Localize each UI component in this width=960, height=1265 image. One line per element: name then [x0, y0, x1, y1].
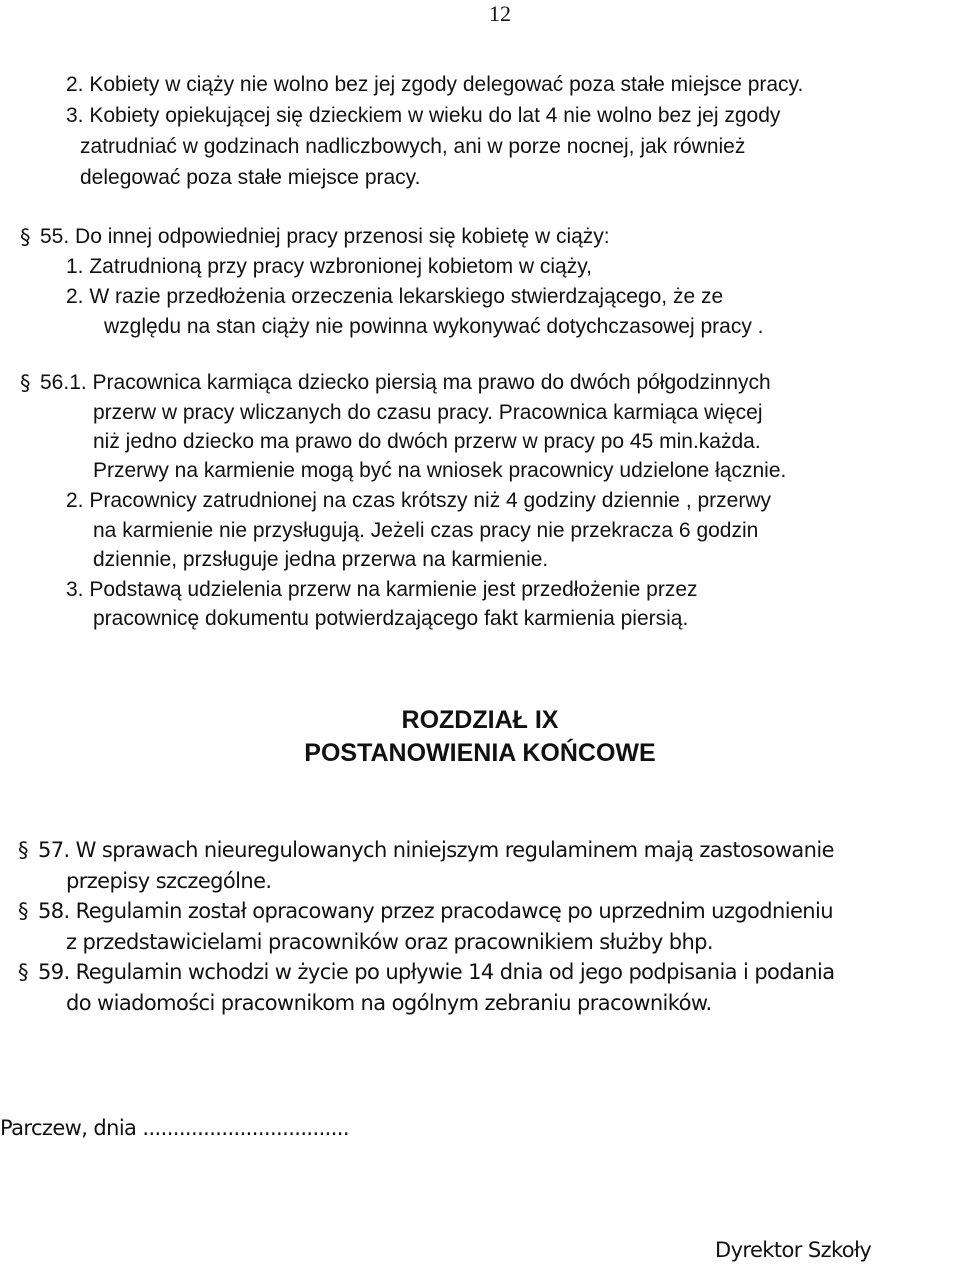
signature-director: Dyrektor Szkoły — [715, 1238, 872, 1262]
article-58-line-1: 58. Regulamin został opracowany przez pracodawcę po uprzednim uzgodnieniu — [38, 899, 833, 923]
article-56-line-2: przerw w pracy wliczanych do czasu pracy. Pracownica karmiąca więcej — [93, 401, 763, 424]
article-56-line-3: niż jedno dziecko ma prawo do dwóch przerw w pracy po 45 min.każda. — [93, 430, 761, 453]
section-symbol-55: § — [20, 225, 31, 249]
section-symbol-58: § — [18, 899, 28, 923]
article-56-item-2-line-3: dziennie, przsługuje jedna przerwa na karmienie. — [93, 548, 549, 571]
article-59-line-2: do wiadomości pracownikom na ogólnym zebraniu pracowników. — [66, 991, 712, 1015]
article-54-item-3-line-2: zatrudniać w godzinach nadliczbowych, ani w porze nocnej, jak również — [80, 135, 746, 158]
article-54-item-2: 2. Kobiety w ciąży nie wolno bez jej zgody delegować poza stałe miejsce pracy. — [66, 73, 804, 96]
place-and-date: Parczew, dnia .................................. — [0, 1116, 349, 1140]
article-58-line-2: z przedstawicielami pracowników oraz pracownikiem służby bhp. — [66, 930, 713, 954]
article-59-line-1: 59. Regulamin wchodzi w życie po upływie 14 dnia od jego podpisania i podania — [38, 960, 835, 984]
article-55-header: 55. Do innej odpowiedniej pracy przenosi się kobietę w ciąży: — [40, 225, 610, 248]
article-57-line-1: 57. W sprawach nieuregulowanych niniejszym regulaminem mają zastosowanie — [38, 838, 834, 862]
article-57-line-2: przepisy szczególne. — [66, 869, 272, 893]
article-56-item-2-line-2: na karmienie nie przysługują. Jeżeli czas pracy nie przekracza 6 godzin — [93, 519, 759, 542]
article-55-item-1: 1. Zatrudnioną przy pracy wzbronionej kobietom w ciąży, — [66, 255, 593, 278]
article-56-item-2-line-1: 2. Pracownicy zatrudnionej na czas krótszy niż 4 godziny dziennie , przerwy — [66, 489, 771, 512]
page-number: 12 — [489, 1, 511, 26]
article-54-item-3-line-3: delegować poza stałe miejsce pracy. — [80, 166, 421, 189]
section-symbol-56: § — [20, 371, 31, 395]
article-54-item-3-line-1: 3. Kobiety opiekującej się dzieckiem w wieku do lat 4 nie wolno bez jej zgody — [66, 104, 781, 127]
chapter-title: ROZDZIAŁ IX — [401, 706, 559, 734]
article-56-line-1: 56.1. Pracownica karmiąca dziecko piersią ma prawo do dwóch półgodzinnych — [40, 371, 771, 394]
section-symbol-59: § — [18, 960, 28, 984]
section-symbol-57: § — [18, 838, 28, 862]
chapter-subtitle: POSTANOWIENIA KOŃCOWE — [304, 739, 656, 767]
article-55-item-2-line-2: względu na stan ciąży nie powinna wykonywać dotychczasowej pracy . — [104, 315, 764, 338]
article-55-item-2-line-1: 2. W razie przedłożenia orzeczenia lekarskiego stwierdzającego, że ze — [66, 285, 724, 308]
article-56-line-4: Przerwy na karmienie mogą być na wniosek pracownicy udzielone łącznie. — [93, 459, 787, 482]
article-56-item-3-line-2: pracownicę dokumentu potwierdzającego fakt karmienia piersią. — [93, 607, 689, 630]
article-56-item-3-line-1: 3. Podstawą udzielenia przerw na karmienie jest przedłożenie przez — [66, 578, 698, 601]
